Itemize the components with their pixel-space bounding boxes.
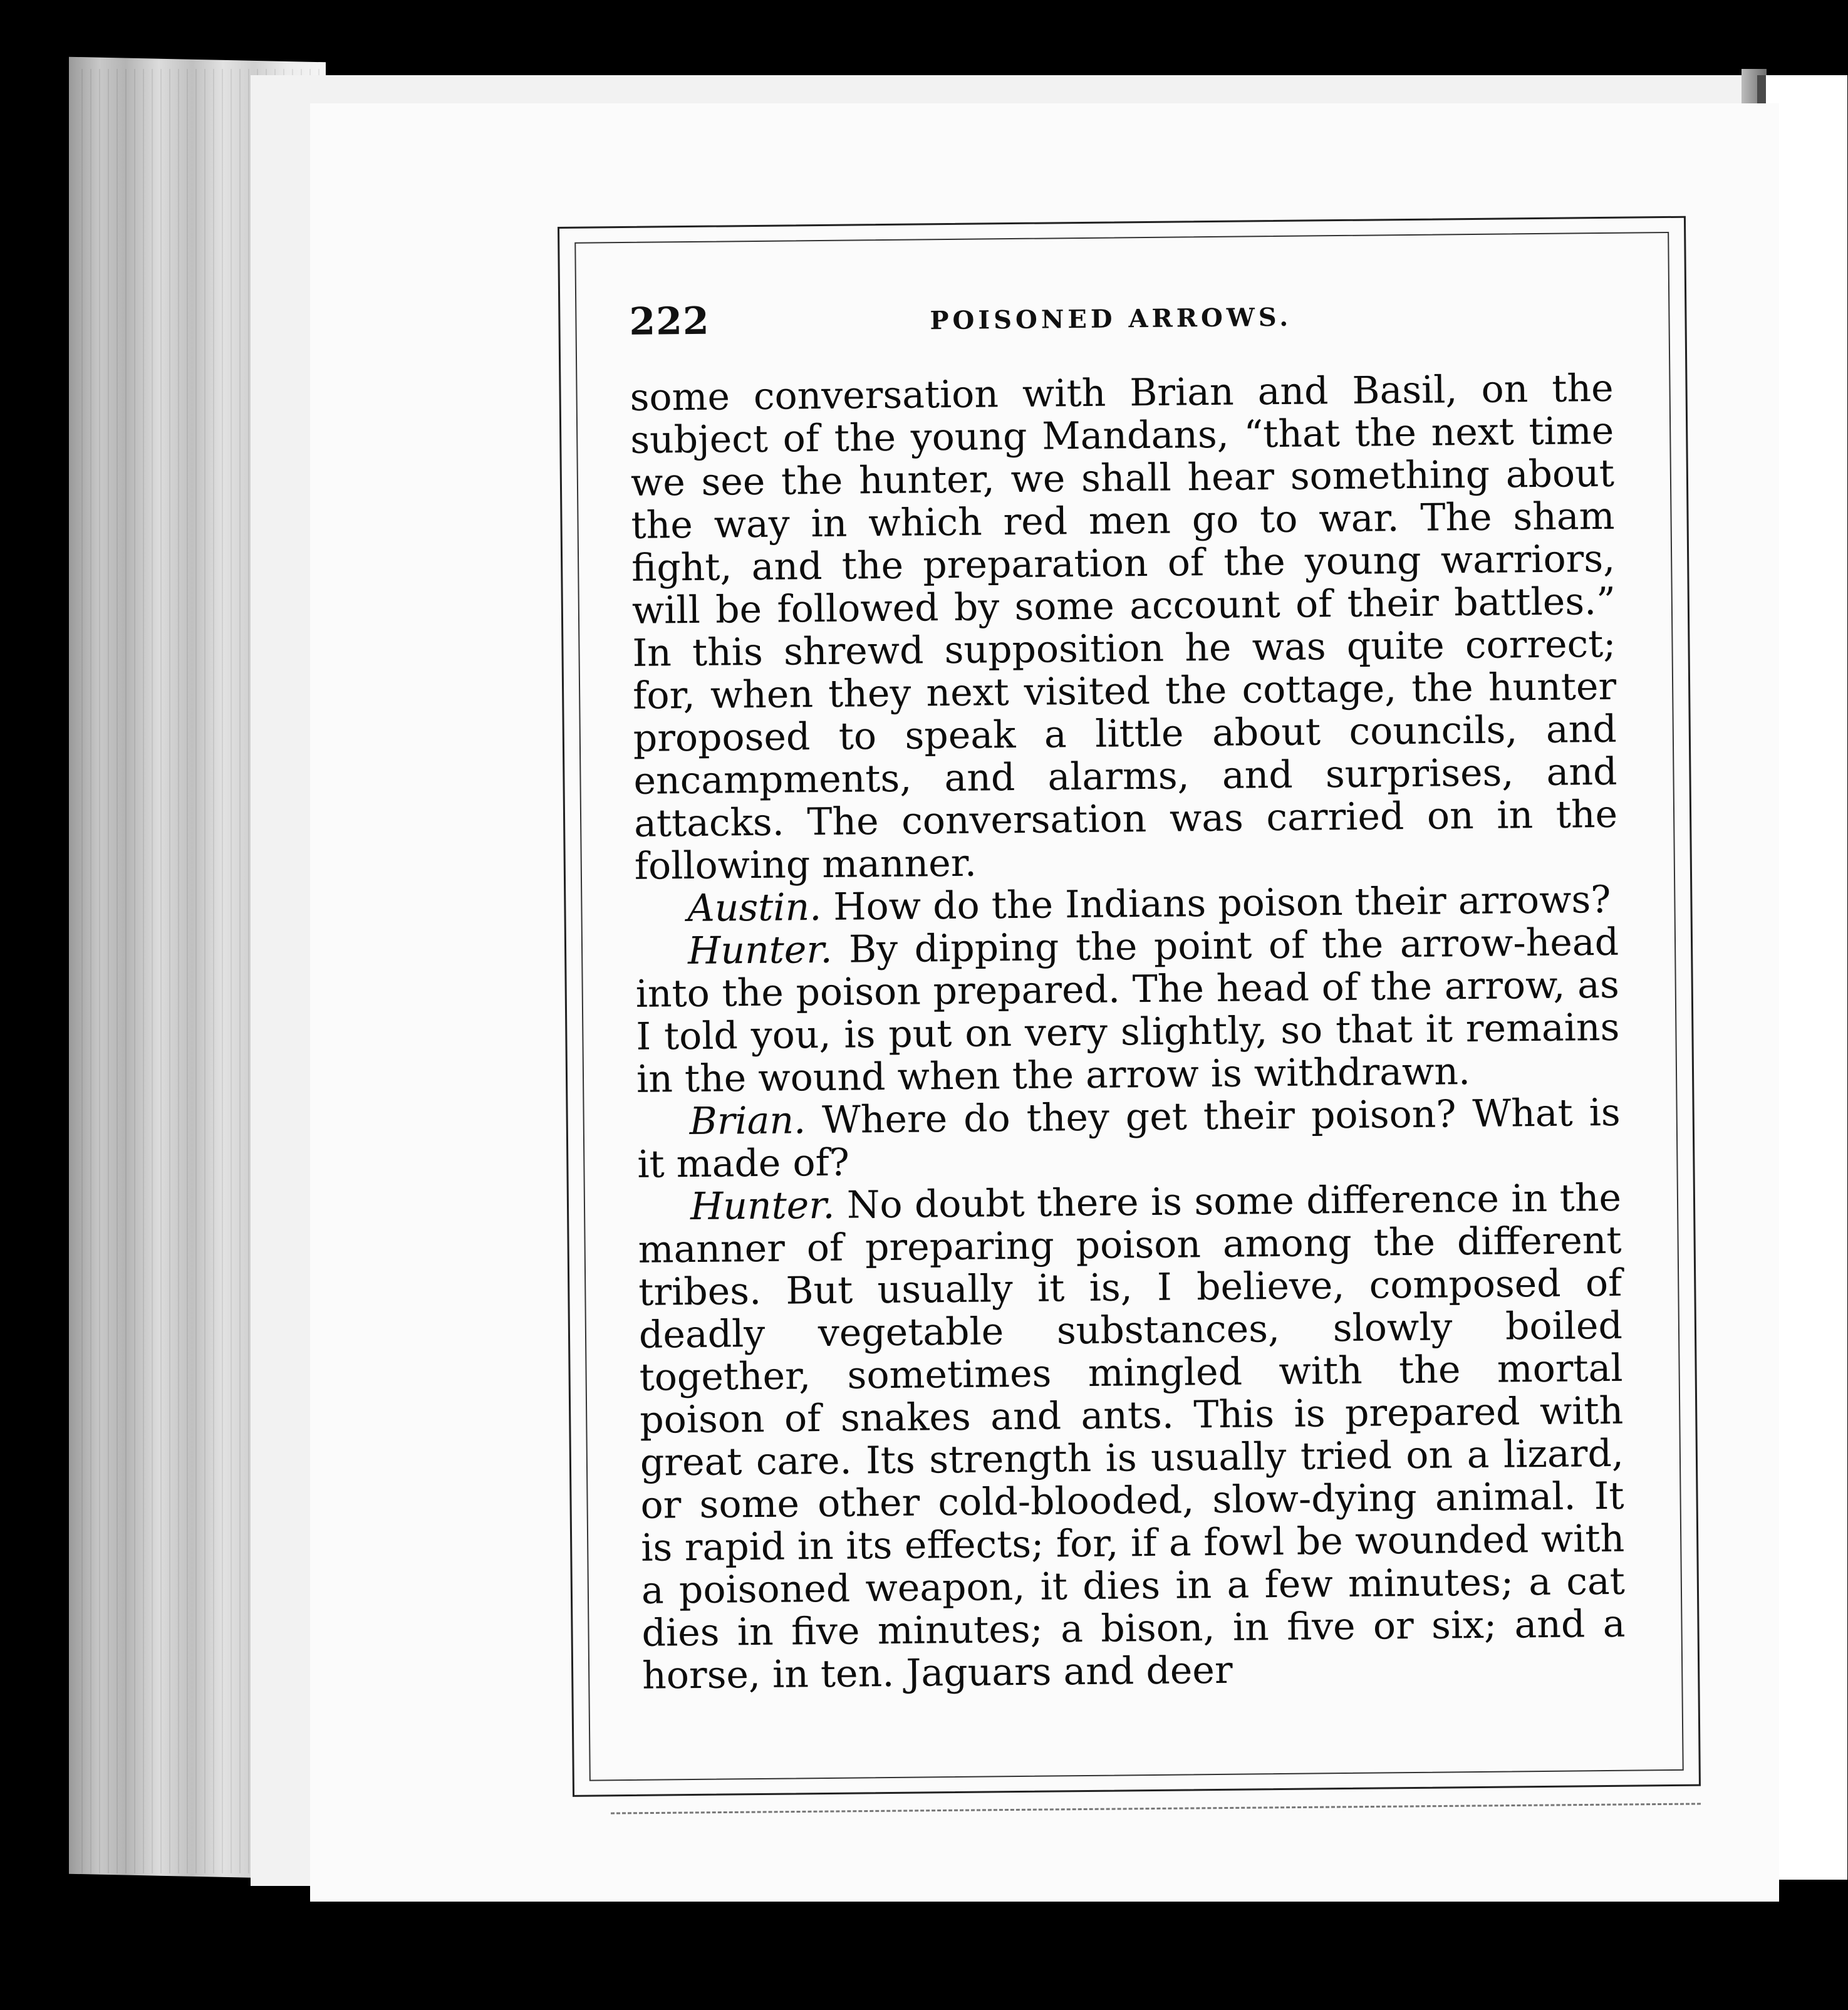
speaker-name: Austin. [687, 885, 822, 931]
running-head: POISONED ARROWS. [930, 302, 1292, 336]
speaker-name: Brian. [689, 1098, 806, 1144]
dialogue-hunter-2 [638, 1177, 1626, 1697]
speaker-name: Hunter. [690, 1183, 835, 1229]
dialogue-text: Where do they get their poison? What is it made of? [637, 1090, 1621, 1187]
speaker-name: Hunter. [687, 927, 833, 974]
dialogue-hunter-1 [635, 921, 1621, 1101]
body-text [630, 367, 1626, 1697]
dialogue-text: How do the Indians poison their arrows? [821, 877, 1611, 930]
dialogue-brian [636, 1091, 1621, 1186]
dialogue-text: By dipping the point of the arrow-head into the poison prepared. The head of the arrow, as I told you, is put on very slightly, so that it remains in the wound when the arrow is withdrawn. [635, 920, 1620, 1101]
paragraph-intro: some conversation with Brian and Basil, on the subject of the young Mandans, “that the next time we see the hunter, we shall hear something about the way in which red men go to war. The sham fight, and the preparation of the young warriors, will be followed by some account of their battles.” In this shrewd supposition he was quite correct; for, when they next visited the cottage, the hunter proposed to speak a little about councils, and encampments, and alarms, and surprises, and attacks. The conversation was carried on in the following manner. [630, 366, 1618, 888]
page-header [629, 291, 1613, 350]
page-content [629, 291, 1626, 1697]
dialogue-text: No doubt there is some difference in the manner of preparing poison among the different tribes. But usually it is, I believe, composed of deadly vegetable substances, slowly boiled together, sometimes mingled with the mortal poison of snakes and ants. This is prepared with great care. Its strength is usually tried on a lizard, or some other cold-blooded, slow-dying animal. It is rapid in its effects; for, if a fowl be wounded with a poisoned weapon, it dies in a few minutes; a cat dies in five minutes; a bison, in five or six; and a horse, in ten. Jaguars and deer [638, 1175, 1626, 1698]
page-frame [558, 216, 1701, 1797]
page-number: 222 [629, 299, 710, 344]
